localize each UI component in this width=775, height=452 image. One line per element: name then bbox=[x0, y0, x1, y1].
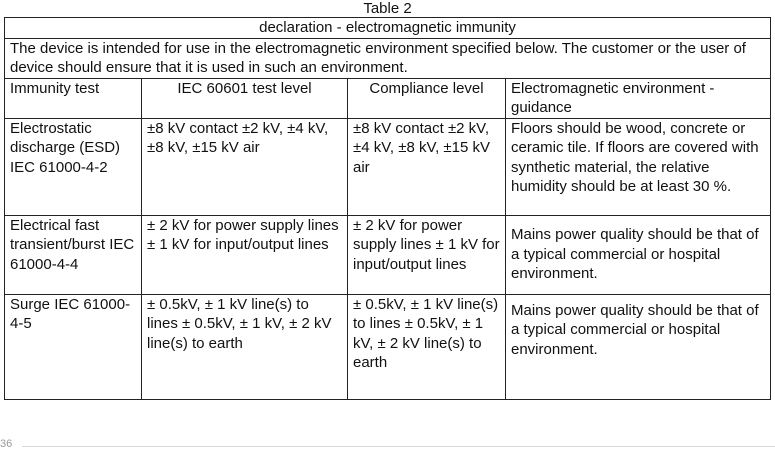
header-guidance: Electromagnetic environment - guidance bbox=[506, 78, 771, 118]
cell-test: Surge IEC 61000-4-5 bbox=[5, 294, 142, 399]
cell-compliance: ± 0.5kV, ± 1 kV line(s) to lines ± 0.5kV, ± 1 kV, ± 2 kV line(s) to earth bbox=[348, 294, 506, 399]
header-row bbox=[5, 78, 771, 118]
cell-guidance: Mains power quality should be that of a typical commercial or hospital environment. bbox=[506, 215, 771, 294]
header-compliance-level: Compliance level bbox=[348, 78, 506, 118]
table-title: declaration - electromagnetic immunity bbox=[5, 18, 771, 39]
cell-test: Electrical fast transient/burst IEC 61000-4-4 bbox=[5, 215, 142, 294]
page-number: 36 bbox=[0, 438, 13, 450]
cell-guidance: Floors should be wood, concrete or ceramic tile. If floors are covered with synthetic material, the relative humidity should be at least 30 %. bbox=[506, 118, 771, 215]
table-intro-row bbox=[5, 38, 771, 78]
table-row bbox=[5, 215, 771, 294]
table-caption: Table 2 bbox=[363, 0, 412, 17]
cell-compliance: ± 2 kV for power supply lines ± 1 kV for input/output lines bbox=[348, 215, 506, 294]
immunity-table bbox=[4, 17, 771, 400]
footer-rule bbox=[22, 446, 775, 447]
cell-guidance: Mains power quality should be that of a typical commercial or hospital environment. bbox=[506, 294, 771, 399]
header-iec-level: IEC 60601 test level bbox=[142, 78, 348, 118]
table-title-row bbox=[5, 18, 771, 39]
table-row bbox=[5, 118, 771, 215]
cell-test: Electrostatic discharge (ESD) IEC 61000-4-2 bbox=[5, 118, 142, 215]
header-immunity-test: Immunity test bbox=[5, 78, 142, 118]
table-intro: The device is intended for use in the electromagnetic environment specified below. The customer or the user of device should ensure that it is used in such an environment. bbox=[5, 38, 771, 78]
table-row bbox=[5, 294, 771, 399]
cell-iec-level: ± 2 kV for power supply lines ± 1 kV for input/output lines bbox=[142, 215, 348, 294]
cell-compliance: ±8 kV contact ±2 kV, ±4 kV, ±8 kV, ±15 kV air bbox=[348, 118, 506, 215]
cell-iec-level: ±8 kV contact ±2 kV, ±4 kV, ±8 kV, ±15 kV air bbox=[142, 118, 348, 215]
cell-iec-level: ± 0.5kV, ± 1 kV line(s) to lines ± 0.5kV, ± 1 kV, ± 2 kV line(s) to earth bbox=[142, 294, 348, 399]
